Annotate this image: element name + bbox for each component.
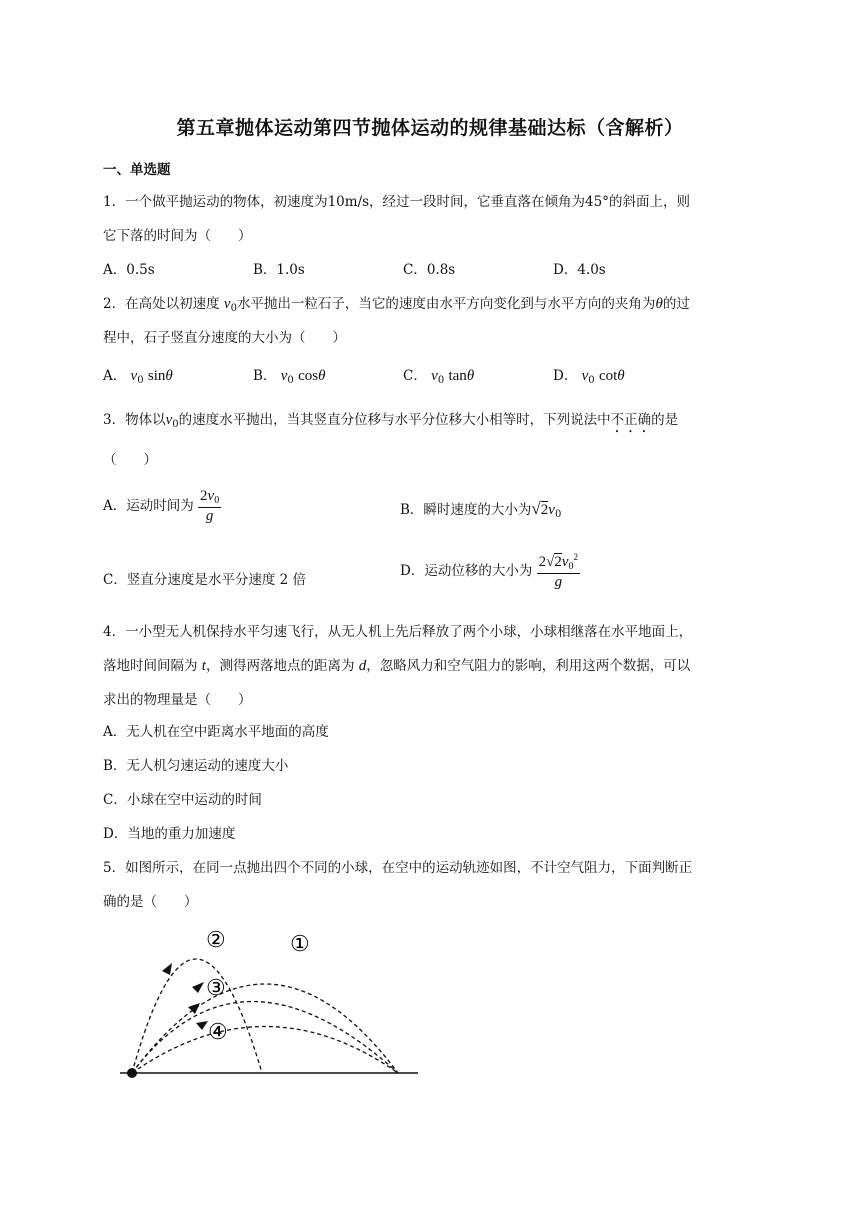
q3-a-num-2: 2 xyxy=(200,488,208,504)
q2-a-theta: θ xyxy=(165,368,173,384)
q3-b-v: v xyxy=(548,502,555,518)
q2-v-sub: 0 xyxy=(230,303,237,314)
q1-line1: 1．一个做平抛运动的物体，初速度为10m/s，经过一段时间，它垂直落在倾角为45°的斜面上，则 xyxy=(103,194,690,210)
q2-c-sub: 0 xyxy=(437,375,445,386)
q4-t: t xyxy=(201,658,206,674)
q3-d-num-2: 2 xyxy=(538,554,547,570)
q3-a-num-v: v xyxy=(207,488,215,504)
q3-line2: （ ） xyxy=(103,452,157,468)
label-2: ② xyxy=(206,928,226,953)
q3-a-fraction xyxy=(198,488,221,525)
q2-b-sub: 0 xyxy=(287,375,294,386)
label-1: ① xyxy=(290,932,310,957)
q3-b-label: B．瞬时速度的大小为 xyxy=(400,502,532,518)
q3-d-fraction xyxy=(537,552,580,591)
q4-line1: 4．一小型无人机保持水平匀速飞行，从无人机上先后释放了两个小球，小球相继落在水平地面上， xyxy=(103,624,693,640)
q2-line2: 程中，石子竖直分速度的大小为（ ） xyxy=(103,330,346,346)
q2-v: v xyxy=(223,296,231,312)
arrow-4 xyxy=(196,1021,208,1030)
q4-option-b: B．无人机匀速运动的速度大小 xyxy=(103,758,289,774)
q2-option-d xyxy=(553,364,625,386)
q3-d-sub: 0 xyxy=(568,561,574,572)
arrow-2 xyxy=(162,963,172,975)
q4-option-c: C．小球在空中运动的时间 xyxy=(103,792,262,808)
q2-post: 的过 xyxy=(662,296,690,312)
q3-mid: 的速度水平抛出，当其竖直分位移与水平分位移大小相等时，下列说法中 xyxy=(178,412,611,428)
q3-v-sub: 0 xyxy=(172,419,179,430)
arrow-3 xyxy=(188,1003,200,1014)
q3-option-a xyxy=(103,488,221,525)
q5-line2: 确的是（ ） xyxy=(103,894,198,910)
q2-option-a xyxy=(103,364,173,386)
q2-a-label: A． xyxy=(103,368,127,384)
q2-d-v: v xyxy=(581,368,589,384)
q4-pre: 落地时间间隔为 xyxy=(103,658,202,674)
q3-a-num-sub: 0 xyxy=(214,495,220,506)
q2-b-fn: cos xyxy=(298,368,319,384)
q3-b-sub: 0 xyxy=(554,509,562,520)
q2-pre: 2．在高处以初速度 xyxy=(103,296,224,312)
q3-line1 xyxy=(103,408,678,436)
trajectory-2 xyxy=(132,959,262,1073)
q4-option-a: A．无人机在空中距离水平地面的高度 xyxy=(103,724,329,740)
q4-line2 xyxy=(103,654,690,675)
q3-d-sqrt: √ xyxy=(546,554,555,570)
q3-b-radicand: 2 xyxy=(540,502,549,518)
q4-d: d xyxy=(358,658,367,674)
document-title: 第五章抛体运动第四节抛体运动的规律基础达标（含解析） xyxy=(176,117,684,139)
q2-d-sub: 0 xyxy=(588,375,595,386)
q1-option-c: C．0.8s xyxy=(403,262,456,278)
q3-option-b xyxy=(400,498,561,520)
q3-d-den-g: g xyxy=(554,573,563,590)
q3-post: 的是 xyxy=(651,412,679,428)
q2-d-label: D． xyxy=(553,368,578,384)
q4-option-d: D．当地的重力加速度 xyxy=(103,826,236,842)
trajectory-3 xyxy=(132,1002,398,1074)
q2-option-b xyxy=(253,364,325,386)
q3-a-label: A．运动时间为 xyxy=(103,497,194,514)
q2-c-theta: θ xyxy=(466,368,475,384)
q2-d-theta: θ xyxy=(617,368,625,384)
label-4: ④ xyxy=(208,1020,228,1045)
q4-post: ，忽略风力和空气阻力的影响，利用这两个数据，可以 xyxy=(366,658,691,674)
section-heading: 一、单选题 xyxy=(103,162,171,178)
q4-mid: ，测得两落地点的距离为 xyxy=(205,658,359,674)
q2-theta: θ xyxy=(655,296,663,312)
q3-pre: 3．物体以 xyxy=(103,412,166,428)
arrow-1 xyxy=(192,982,204,993)
q2-option-c xyxy=(403,364,474,386)
q2-c-fn: tan xyxy=(448,368,467,384)
q2-a-sub: 0 xyxy=(137,375,144,386)
q3-v: v xyxy=(165,412,173,428)
q3-d-v: v xyxy=(561,554,569,570)
q1-option-d: D．4.0s xyxy=(553,262,606,278)
q3-option-c: C．竖直分速度是水平分速度 2 倍 xyxy=(103,572,307,588)
q1-option-a: A．0.5s xyxy=(103,262,155,278)
q1-line2: 它下落的时间为（ ） xyxy=(103,228,252,244)
label-3: ③ xyxy=(206,976,226,1001)
q2-line1 xyxy=(103,292,690,314)
q1-option-b: B．1.0s xyxy=(253,262,305,278)
q3-d-radicand: 2 xyxy=(554,554,562,570)
q2-c-v: v xyxy=(431,368,438,384)
q3-option-d xyxy=(400,552,580,591)
q3-a-den-g: g xyxy=(205,507,214,524)
q3-d-sup: 2 xyxy=(573,552,579,562)
q3-b-sqrt: √ xyxy=(531,499,541,518)
q3-emphasis: 不正确 xyxy=(610,412,652,428)
q2-b-label: B． xyxy=(253,368,277,384)
q2-b-theta: θ xyxy=(318,368,326,384)
trajectory-4 xyxy=(132,1027,398,1074)
q2-d-fn: cot xyxy=(598,368,618,384)
q3-d-label: D．运动位移的大小为 xyxy=(400,562,533,579)
q2-a-v: v xyxy=(130,368,138,384)
q2-c-label: C． xyxy=(403,368,427,384)
trajectory-figure xyxy=(110,925,430,1085)
q2-mid: 水平抛出一粒石子，当它的速度由水平方向变化到与水平方向的夹角为 xyxy=(236,296,656,312)
q2-a-fn: sin xyxy=(147,368,166,384)
q2-b-v: v xyxy=(280,368,288,384)
q5-line1: 5．如图所示，在同一点抛出四个不同的小球，在空中的运动轨迹如图，不计空气阻力，下面判断正 xyxy=(103,860,693,876)
trajectory-1 xyxy=(132,984,398,1073)
q4-line3: 求出的物理量是（ ） xyxy=(103,692,252,708)
